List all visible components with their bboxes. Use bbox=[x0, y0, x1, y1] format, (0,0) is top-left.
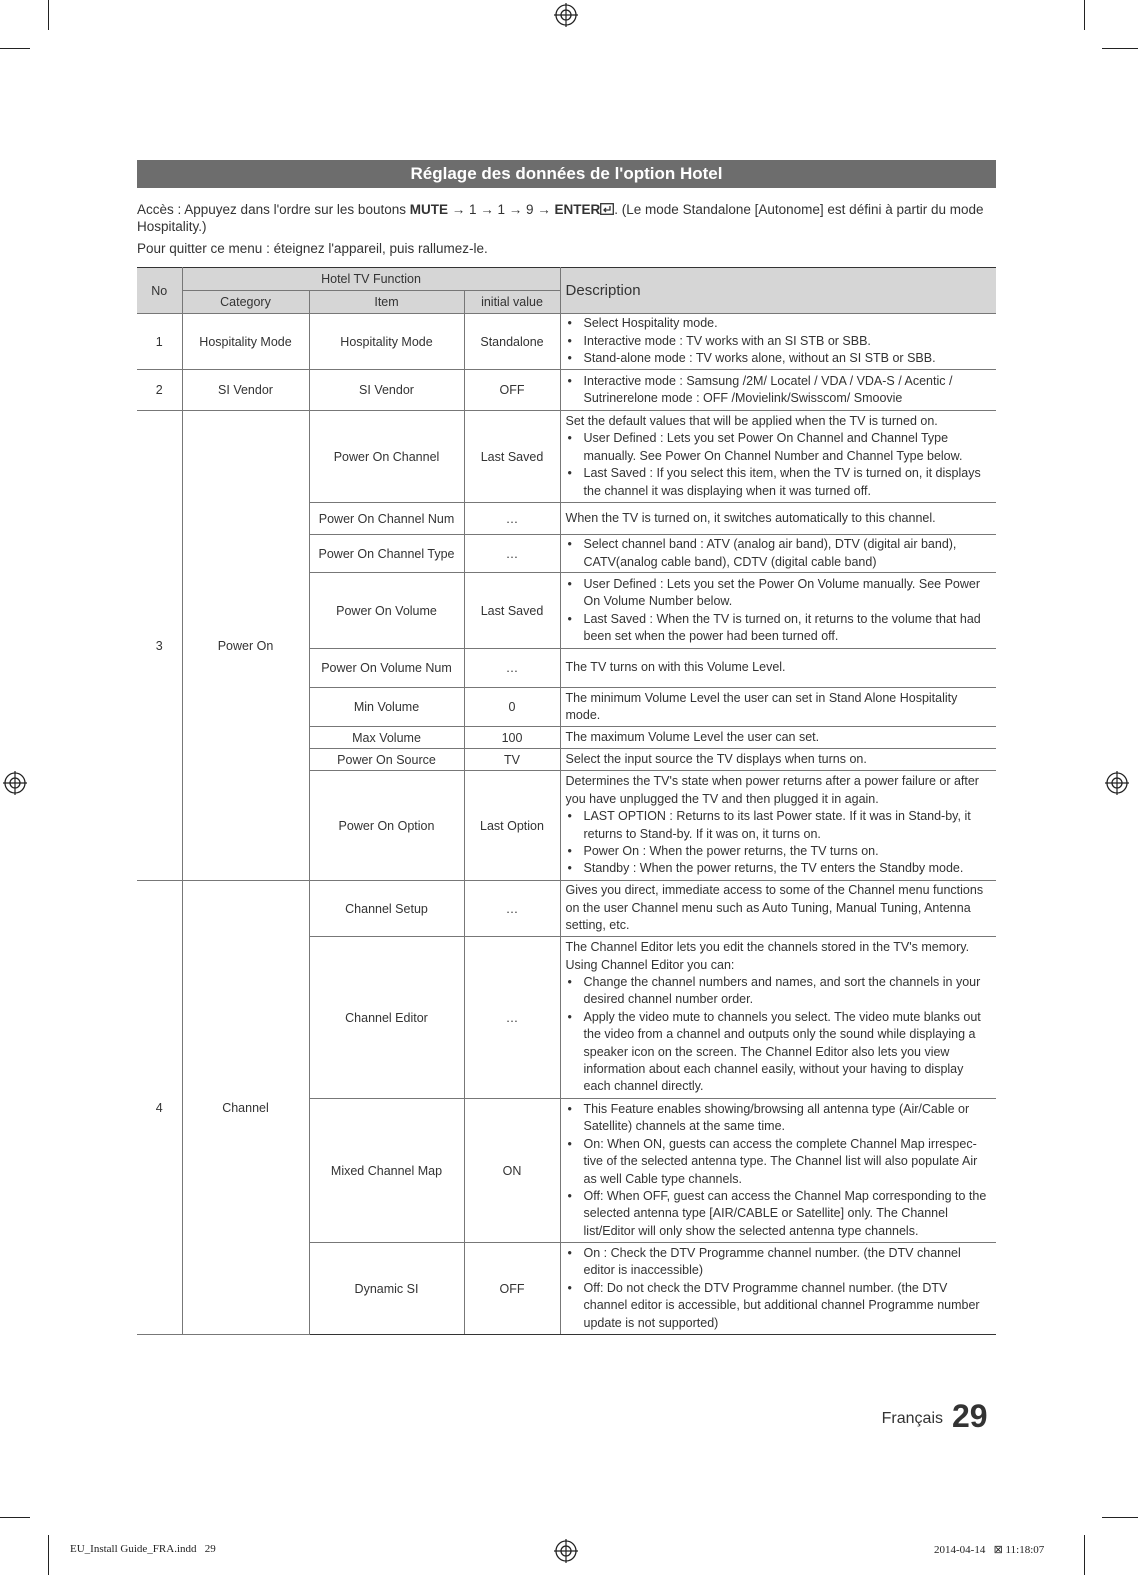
access-instructions bbox=[137, 201, 999, 235]
description-cell bbox=[560, 314, 996, 370]
bullet-item: • Last Saved : When the TV is turned on, it returns to the volume that had been set when the power had been turned off. bbox=[566, 611, 992, 646]
header-item: Item bbox=[309, 291, 464, 314]
bullet-item: • Stand-alone mode : TV works alone, without an SI STB or SBB. bbox=[566, 350, 992, 367]
header-hotel-tv-function: Hotel TV Function bbox=[182, 268, 560, 291]
description-cell bbox=[560, 649, 996, 688]
description-cell bbox=[560, 881, 996, 937]
description-cell bbox=[560, 749, 996, 771]
bullet-item: • Standby : When the power returns, the TV enters the Standby mode. bbox=[566, 860, 992, 877]
item-cell: Dynamic SI bbox=[309, 1243, 464, 1335]
description-cell bbox=[560, 411, 996, 503]
description-text: Gives you direct, immediate access to some of the Channel menu functions on the user Channel menu such as Auto Tuning, Manual Tuning, Antenna setting, etc. bbox=[565, 883, 984, 933]
description-cell bbox=[560, 688, 996, 727]
page-number: 29 bbox=[952, 1398, 988, 1434]
header-no: No bbox=[137, 268, 182, 314]
item-cell: Power On Channel Type bbox=[309, 535, 464, 573]
row-number: 4 bbox=[137, 881, 182, 1335]
description-text: Set the default values that will be applied when the TV is turned on. bbox=[565, 413, 938, 428]
bullet-item: • Interactive mode : Samsung /2M/ Locatel / VDA / VDA-S / Acentic / Sutrinerelone mode : OFF /Movielink/Swisscom/ Smoovie bbox=[566, 373, 992, 408]
crop-mark bbox=[48, 0, 49, 30]
initial-value-cell: 100 bbox=[464, 727, 560, 749]
initial-value-cell: Last Saved bbox=[464, 411, 560, 503]
crop-mark bbox=[0, 48, 30, 49]
quit-instructions: Pour quitter ce menu : éteignez l'appareil, puis rallumez-le. bbox=[137, 241, 488, 256]
description-bullets bbox=[566, 808, 992, 878]
table-row bbox=[137, 314, 996, 370]
description-bullets bbox=[566, 315, 992, 367]
table-row bbox=[137, 370, 996, 411]
enter-key-icon bbox=[600, 203, 614, 215]
key-sequence: → 1 → 1 → 9 → bbox=[447, 202, 555, 217]
row-number: 2 bbox=[137, 370, 182, 411]
initial-value-cell: Last Saved bbox=[464, 573, 560, 649]
access-suffix: . (Le mode Standalone [Autonome] est défini à partir du mode Hospitality.) bbox=[137, 202, 984, 234]
item-cell: Hospitality Mode bbox=[309, 314, 464, 370]
header-initial-value: initial value bbox=[464, 291, 560, 314]
category-cell: Power On bbox=[182, 411, 309, 881]
description-bullets bbox=[566, 373, 992, 408]
description-cell bbox=[560, 573, 996, 649]
item-cell: Min Volume bbox=[309, 688, 464, 727]
description-bullets bbox=[566, 536, 992, 571]
description-text: When the TV is turned on, it switches automatically to this channel. bbox=[565, 510, 936, 525]
description-text: The minimum Volume Level the user can set in Stand Alone Hospitality mode. bbox=[565, 690, 958, 722]
description-cell bbox=[560, 535, 996, 573]
header-description: Description bbox=[560, 268, 996, 314]
bullet-item: • This Feature enables showing/browsing all antenna type (Air/Cable or Satellite) channels at the same time. bbox=[566, 1101, 992, 1136]
item-cell: Power On Source bbox=[309, 749, 464, 771]
registration-mark-icon bbox=[554, 3, 578, 27]
row-number: 1 bbox=[137, 314, 182, 370]
mute-key-label: MUTE bbox=[409, 202, 448, 217]
print-slug-file: EU_Install Guide_FRA.indd 29 bbox=[70, 1543, 216, 1555]
section-title: Réglage des données de l'option Hotel bbox=[137, 160, 996, 188]
initial-value-cell: Standalone bbox=[464, 314, 560, 370]
description-text: Determines the TV's state when power returns after a power failure or after you have unplugged the TV and then plugged it in again. bbox=[565, 774, 979, 806]
item-cell: SI Vendor bbox=[309, 370, 464, 411]
print-slug-date: 2014-04-14 ⊠ 11:18:07 bbox=[934, 1544, 1045, 1556]
initial-value-cell: OFF bbox=[464, 1243, 560, 1335]
description-cell bbox=[560, 1243, 996, 1335]
crop-mark bbox=[1084, 0, 1085, 30]
description-cell bbox=[560, 771, 996, 881]
description-text: The TV turns on with this Volume Level. bbox=[565, 660, 786, 675]
table-row bbox=[137, 411, 996, 503]
item-cell: Power On Volume bbox=[309, 573, 464, 649]
initial-value-cell: TV bbox=[464, 749, 560, 771]
description-cell bbox=[560, 1099, 996, 1243]
bullet-item: • Select channel band : ATV (analog air band), DTV (digital air band), CATV(analog cable band), CDTV (digital cable band) bbox=[566, 536, 992, 571]
initial-value-cell: … bbox=[464, 503, 560, 535]
crop-mark bbox=[1084, 1535, 1085, 1575]
initial-value-cell: Last Option bbox=[464, 771, 560, 881]
row-number: 3 bbox=[137, 411, 182, 881]
item-cell: Max Volume bbox=[309, 727, 464, 749]
item-cell: Channel Editor bbox=[309, 937, 464, 1099]
description-cell bbox=[560, 937, 996, 1099]
category-cell: SI Vendor bbox=[182, 370, 309, 411]
initial-value-cell: OFF bbox=[464, 370, 560, 411]
category-cell: Hospitality Mode bbox=[182, 314, 309, 370]
initial-value-cell: 0 bbox=[464, 688, 560, 727]
initial-value-cell: … bbox=[464, 881, 560, 937]
bullet-item: • Last Saved : If you select this item, when the TV is turned on, it displays the channel it was displaying when it was turned off. bbox=[566, 465, 992, 500]
bullet-item: • User Defined : Lets you set Power On Channel and Channel Type manually. See Power On Channel Number and Channel Type below. bbox=[566, 430, 992, 465]
description-text: The Channel Editor lets you edit the channels stored in the TV's memory. Using Channel Editor you can: bbox=[565, 940, 970, 972]
initial-value-cell: … bbox=[464, 649, 560, 688]
access-prefix: Accès : Appuyez dans l'ordre sur les boutons bbox=[137, 202, 410, 217]
page-language: Français bbox=[881, 1410, 943, 1427]
category-cell: Channel bbox=[182, 881, 309, 1335]
description-bullets bbox=[566, 1101, 992, 1240]
hotel-options-table bbox=[137, 267, 996, 1335]
initial-value-cell: … bbox=[464, 535, 560, 573]
table-row bbox=[137, 881, 996, 937]
item-cell: Mixed Channel Map bbox=[309, 1099, 464, 1243]
bullet-item: • Select Hospitality mode. bbox=[566, 315, 992, 332]
bullet-item: • On : Check the DTV Programme channel number. (the DTV channel editor is inaccessible) bbox=[566, 1245, 992, 1280]
bullet-item: • Apply the video mute to channels you select. The video mute blanks out the video from a channel and outputs only the sound while displaying a speaker icon on the screen. The Channel Editor also lets you view information about each channel easily, without your having to display each channel directly. bbox=[566, 1009, 992, 1096]
initial-value-cell: ON bbox=[464, 1099, 560, 1243]
description-cell bbox=[560, 727, 996, 749]
bullet-item: • Change the channel numbers and names, and sort the channels in your desired channel number order. bbox=[566, 974, 992, 1009]
description-cell bbox=[560, 370, 996, 411]
bullet-item: • Power On : When the power returns, the TV turns on. bbox=[566, 843, 992, 860]
description-bullets bbox=[566, 576, 992, 646]
item-cell: Channel Setup bbox=[309, 881, 464, 937]
crop-mark bbox=[1102, 1517, 1138, 1518]
bullet-item: • LAST OPTION : Returns to its last Power state. If it was in Stand-by, it returns to Stand-by. If it was on, it turns on. bbox=[566, 808, 992, 843]
initial-value-cell: … bbox=[464, 937, 560, 1099]
crop-mark bbox=[48, 1535, 49, 1575]
item-cell: Power On Channel Num bbox=[309, 503, 464, 535]
description-bullets bbox=[566, 430, 992, 500]
description-bullets bbox=[566, 1245, 992, 1332]
enter-key-label: ENTER bbox=[554, 202, 601, 217]
description-bullets bbox=[566, 974, 992, 1096]
description-cell bbox=[560, 503, 996, 535]
bullet-item: • Interactive mode : TV works with an SI STB or SBB. bbox=[566, 333, 992, 350]
description-text: Select the input source the TV displays when turns on. bbox=[565, 751, 867, 766]
item-cell: Power On Option bbox=[309, 771, 464, 881]
item-cell: Power On Volume Num bbox=[309, 649, 464, 688]
registration-mark-icon bbox=[1105, 771, 1129, 795]
description-text: The maximum Volume Level the user can set. bbox=[565, 729, 820, 744]
item-cell: Power On Channel bbox=[309, 411, 464, 503]
bullet-item: • Off: When OFF, guest can access the Channel Map corresponding to the selected antenna type [AIR/CABLE or Satellite] only. The Channel list/Editor will only show the selected antenna type channels. bbox=[566, 1188, 992, 1240]
bullet-item: • On: When ON, guests can access the complete Channel Map irrespec-tive of the selected antenna type. The Channel list will also populate Air as well Cable type channels. bbox=[566, 1136, 992, 1188]
bullet-item: • Off: Do not check the DTV Programme channel number. (the DTV channel editor is accessible, but additional channel Programme number update is not supported) bbox=[566, 1280, 992, 1332]
header-category: Category bbox=[182, 291, 309, 314]
crop-mark bbox=[0, 1517, 30, 1518]
registration-mark-icon bbox=[3, 771, 27, 795]
bullet-item: • User Defined : Lets you set the Power On Volume manually. See Power On Volume Number below. bbox=[566, 576, 992, 611]
crop-mark bbox=[1102, 48, 1138, 49]
registration-mark-icon bbox=[554, 1539, 578, 1563]
